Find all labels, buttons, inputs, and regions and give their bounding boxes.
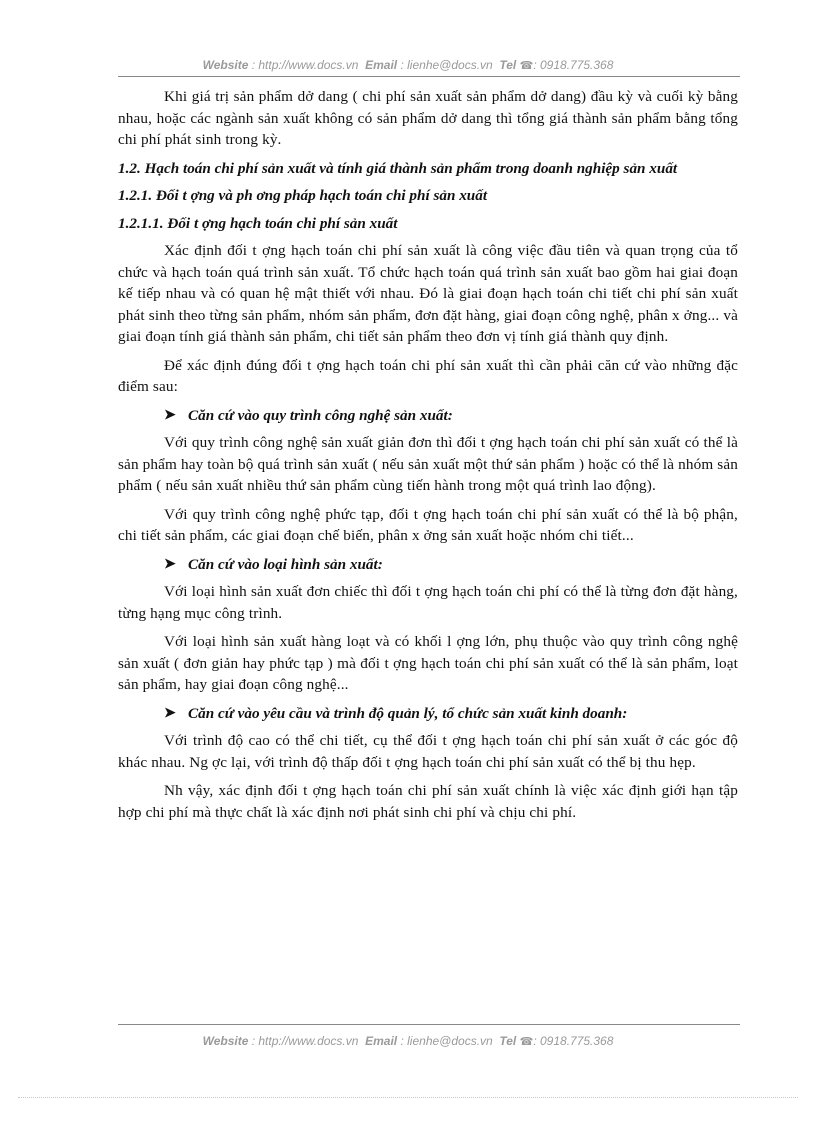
- document-body: [118, 86, 738, 830]
- criterion-item: [164, 703, 738, 725]
- paragraph: Với quy trình công nghệ phức tạp, đối t ợng hạch toán chi phí sản xuất có thể là bộ phận, chi tiết sản phẩm, các giai đoạn chế biến, phân x ởng sản xuất hoặc nhóm chi tiết...: [118, 505, 738, 544]
- footer-tel-value: : 0918.775.368: [533, 1034, 614, 1048]
- footer-tel-label: Tel: [499, 1034, 517, 1048]
- footer-website-label: Website: [202, 1034, 249, 1048]
- paragraph: Nh vậy, xác định đối t ợng hạch toán chi phí sản xuất chính là việc xác định giới hạn tập hợp chi phí mà thực chất là xác định nơi phát sinh chi phí và chịu chi phí.: [118, 782, 738, 821]
- criterion-item: [164, 405, 738, 427]
- footer-email-link[interactable]: : lienhe@docs.vn: [400, 1034, 493, 1048]
- paragraph: Để xác định đúng đối t ợng hạch toán chi phí sản xuất thì cần phải căn cứ vào những đặc điểm sau:: [118, 356, 738, 395]
- arrowhead-bullet-icon: ➤: [164, 556, 176, 572]
- page-header: [0, 58, 816, 72]
- arrowhead-bullet-icon: ➤: [164, 407, 176, 423]
- header-divider: [118, 76, 740, 77]
- criterion-label: Căn cứ vào yêu cầu và trình độ quản lý, tổ chức sản xuất kinh doanh:: [188, 704, 628, 722]
- header-website-link[interactable]: : http://www.docs.vn: [251, 58, 359, 72]
- page-footer: [0, 1034, 816, 1048]
- criterion-label: Căn cứ vào loại hình sản xuất:: [188, 555, 383, 573]
- header-tel-label: Tel: [499, 58, 517, 72]
- footer-email-label: Email: [365, 1034, 398, 1048]
- phone-icon: ☎: [519, 60, 534, 72]
- header-tel-value: : 0918.775.368: [533, 58, 614, 72]
- section-heading-1-2-1-1: 1.2.1.1. Đối t ợng hạch toán chi phí sản xuất: [118, 214, 398, 232]
- paragraph: Xác định đối t ợng hạch toán chi phí sản xuất là công việc đầu tiên và quan trọng của tổ chức và hạch toán quá trình sản xuất. Tổ chức hạch toán quá trình sản xuất bao gồm hai giai đoạn kế tiếp nhau và có quan hệ mật thiết với nhau. Đó là giai đoạn hạch toán chi tiết chi phí sản xuất phát sinh theo từng sản phẩm, nhóm sản phẩm, đơn đặt hàng, giai đoạn công nghệ, phân x ởng... và giai đoạn tính giá thành sản phẩm, chi tiết sản phẩm theo đơn vị tính giá thành quy định.: [118, 242, 738, 345]
- paragraph: Với trình độ cao có thể chi tiết, cụ thể đối t ợng hạch toán chi phí sản xuất ở các góc độ khác nhau. Ng ợc lại, với trình độ thấp đối t ợng hạch toán chi phí sản xuất có thể bị thu hẹp.: [118, 732, 738, 771]
- header-email-label: Email: [365, 58, 398, 72]
- criterion-item: [164, 554, 738, 576]
- paragraph: Với quy trình công nghệ sản xuất giản đơn thì đối t ợng hạch toán chi phí sản xuất có thể là sản phẩm hay toàn bộ quá trình sản xuất ( nếu sản xuất một thứ sản phẩm ) hoặc có thể là nhóm sản phẩm ( nếu sản xuất nhiều thứ sản phẩm cùng tiến hành trong một quá trình lao động).: [118, 434, 738, 494]
- section-heading-1-2: 1.2. Hạch toán chi phí sản xuất và tính giá thành sản phẩm trong doanh nghiệp sản xuất: [118, 159, 678, 177]
- phone-icon: ☎: [519, 1036, 534, 1048]
- criterion-label: Căn cứ vào quy trình công nghệ sản xuất:: [188, 406, 453, 424]
- page-edge-divider: [18, 1097, 798, 1098]
- paragraph: Với loại hình sản xuất hàng loạt và có khối l ợng lớn, phụ thuộc vào quy trình công nghệ sản xuất ( đơn giản hay phức tạp ) mà đối t ợng hạch toán chi phí sản xuất có thể là sản phẩm, loạt sản phẩm, hay giai đoạn công nghệ...: [118, 633, 738, 693]
- section-heading-1-2-1: 1.2.1. Đối t ợng và ph ơng pháp hạch toán chi phí sản xuất: [118, 187, 488, 204]
- arrowhead-bullet-icon: ➤: [164, 705, 176, 721]
- footer-website-link[interactable]: : http://www.docs.vn: [251, 1034, 359, 1048]
- paragraph: Với loại hình sản xuất đơn chiếc thì đối t ợng hạch toán chi phí có thể là từng đơn đặt hàng, từng hạng mục công trình.: [118, 583, 738, 622]
- footer-divider: [118, 1024, 740, 1025]
- paragraph: Khi giá trị sản phẩm dở dang ( chi phí sản xuất sản phẩm dở dang) đầu kỳ và cuối kỳ bằng nhau, hoặc các ngành sản xuất không có sản phẩm dở dang thì tổng giá thành sản phẩm bằng tổng chi phí phát sinh trong kỳ.: [118, 88, 738, 148]
- header-email-link[interactable]: : lienhe@docs.vn: [400, 58, 493, 72]
- header-website-label: Website: [202, 58, 249, 72]
